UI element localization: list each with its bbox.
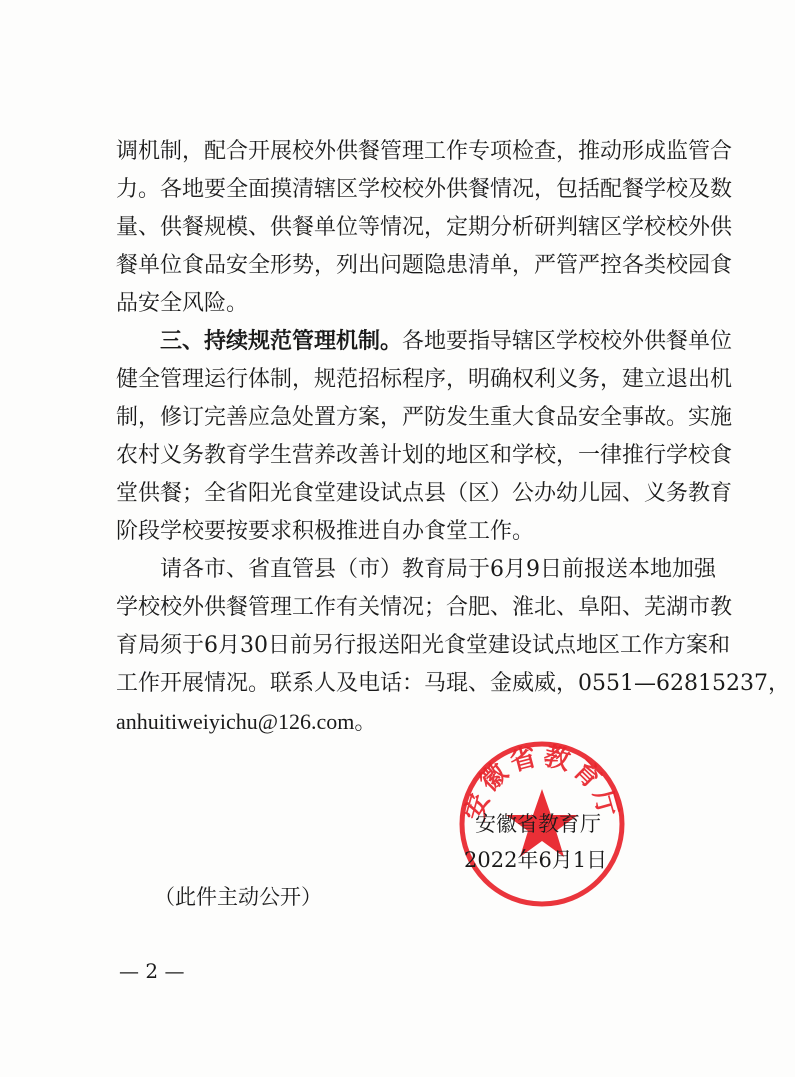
page-number: — 2 — <box>119 959 185 983</box>
signature-date: 2022年6月1日 <box>464 848 608 872</box>
section3-line-3: 制，修订完善应急处置方案，严防发生重大食品安全事故。实施 <box>116 405 733 430</box>
notice-line-2: 学校校外供餐管理工作有关情况；合肥、淮北、阜阳、芜湖市教 <box>116 595 733 620</box>
body-line-3: 量、供餐规模、供餐单位等情况，定期分析研判辖区学校校外供 <box>116 215 733 240</box>
body-line-2: 力。各地要全面摸清辖区学校校外供餐情况，包括配餐学校及数 <box>116 177 733 202</box>
section3-line-6: 阶段学校要按要求积极推进自办食堂工作。 <box>116 519 535 544</box>
notice-line-3: 育局须于6月30日前另行报送阳光食堂建设试点地区工作方案和 <box>116 633 730 658</box>
body-line-5: 品安全风险。 <box>116 291 249 316</box>
body-line-4: 餐单位食品安全形势，列出问题隐患清单，严管严控各类校园食 <box>116 253 733 278</box>
seal-text: 安徽省教育厅 <box>459 741 625 824</box>
notice-line-4: 工作开展情况。联系人及电话：马琨、金威威，0551—62815237， <box>116 671 790 696</box>
section3-line-4: 农村义务教育学生营养改善计划的地区和学校，一律推行学校食 <box>116 443 733 468</box>
notice-line-5-email: anhuitiweiyichu@126.com。 <box>116 709 377 734</box>
section3-line-5: 堂供餐；全省阳光食堂建设试点县（区）公办幼儿园、义务教育 <box>116 481 733 506</box>
signature-org: 安徽省教育厅 <box>475 812 601 836</box>
section3-line-2: 健全管理运行体制，规范招标程序，明确权利义务，建立退出机 <box>116 367 733 392</box>
section3-first-rest: 各地要指导辖区学校校外供餐单位 <box>402 329 733 354</box>
public-disclosure-note: （此件主动公开） <box>154 885 322 909</box>
section3-heading: 三、持续规范管理机制。 <box>160 329 403 354</box>
body-line-1: 调机制，配合开展校外供餐管理工作专项检查，推动形成监管合 <box>116 139 733 164</box>
section3-first-line <box>160 327 733 357</box>
notice-line-1: 请各市、省直管县（市）教育局于6月9日前报送本地加强 <box>160 557 716 582</box>
